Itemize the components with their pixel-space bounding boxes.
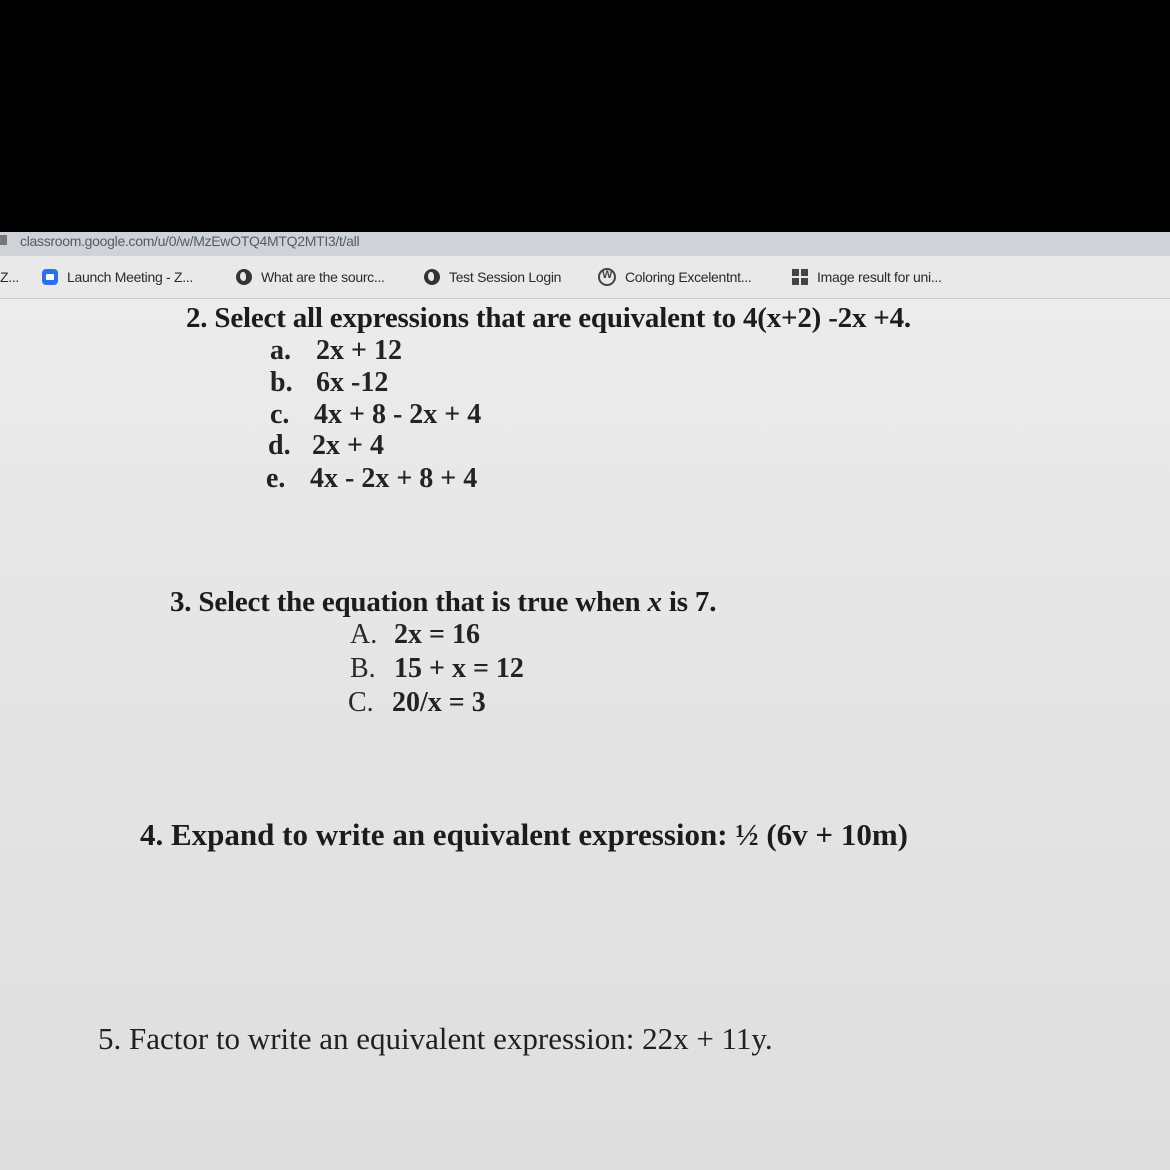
option-text: 20/x = 3 [392, 687, 486, 718]
question-2-option-b[interactable] [270, 367, 388, 399]
option-letter: A. [350, 619, 378, 650]
option-letter: C. [348, 687, 374, 718]
globe-icon [236, 269, 252, 285]
bookmark-item-launch-meeting[interactable] [42, 267, 193, 287]
bookmark-item-coloring[interactable] [598, 267, 751, 287]
bookmark-label: Launch Meeting - Z... [67, 269, 193, 285]
option-letter: c. [270, 399, 290, 430]
question-2-option-e[interactable] [266, 463, 477, 495]
option-text: 4x + 8 - 2x + 4 [314, 399, 482, 430]
option-text: 6x -12 [316, 367, 389, 398]
screen [0, 232, 1170, 1170]
bookmark-item-image-result[interactable] [792, 267, 942, 287]
option-text: 4x - 2x + 8 + 4 [310, 463, 478, 494]
bookmark-item-what-are-the-sources[interactable] [236, 267, 385, 287]
option-text: 2x + 12 [316, 335, 402, 366]
bookmark-label: Z... [0, 269, 20, 285]
bookmarks-bar [0, 256, 1170, 299]
option-letter: a. [270, 335, 291, 366]
question-5-title: 5. Factor to write an equivalent expression: 22x + 11y. [98, 1021, 773, 1056]
option-text: 15 + x = 12 [394, 653, 524, 684]
option-text: 2x + 4 [312, 430, 384, 461]
option-letter: b. [270, 367, 293, 398]
question-2-option-c[interactable] [270, 399, 481, 431]
question-3-title-post: is 7. [668, 586, 717, 618]
address-bar[interactable] [0, 232, 1170, 256]
globe-icon [424, 269, 440, 285]
lock-icon [0, 235, 7, 245]
question-2-option-d[interactable] [268, 430, 384, 462]
question-3-option-c[interactable] [348, 687, 486, 719]
question-3-variable: x [647, 586, 662, 618]
option-letter: e. [266, 463, 286, 494]
question-3-title [170, 586, 716, 619]
question-4-title: 4. Expand to write an equivalent expression: ½ (6v + 10m) [140, 817, 908, 852]
url-text[interactable]: classroom.google.com/u/0/w/MzEwOTQ4MTQ2MTI3/t/all [20, 233, 360, 249]
bookmark-label: What are the sourc... [261, 269, 385, 285]
bookmark-label: Test Session Login [449, 269, 562, 285]
question-3-title-pre: 3. Select the equation that is true when [170, 586, 641, 618]
question-2-option-a[interactable] [270, 335, 402, 367]
grid-icon [792, 269, 808, 285]
bookmark-label: Image result for uni... [817, 269, 942, 285]
bookmark-label: Coloring Excelentnt... [625, 269, 752, 285]
option-letter: B. [350, 653, 376, 684]
bookmark-item-test-session-login[interactable] [424, 267, 561, 287]
option-text: 2x = 16 [394, 619, 480, 650]
zoom-icon [42, 269, 58, 285]
question-2-title: 2. Select all expressions that are equivalent to 4(x+2) -2x +4. [186, 302, 911, 334]
wordpress-icon [598, 268, 616, 286]
bookmark-item-1[interactable] [0, 267, 19, 287]
question-3-option-a[interactable] [350, 619, 480, 651]
question-3-option-b[interactable] [350, 653, 524, 685]
option-letter: d. [268, 430, 291, 461]
